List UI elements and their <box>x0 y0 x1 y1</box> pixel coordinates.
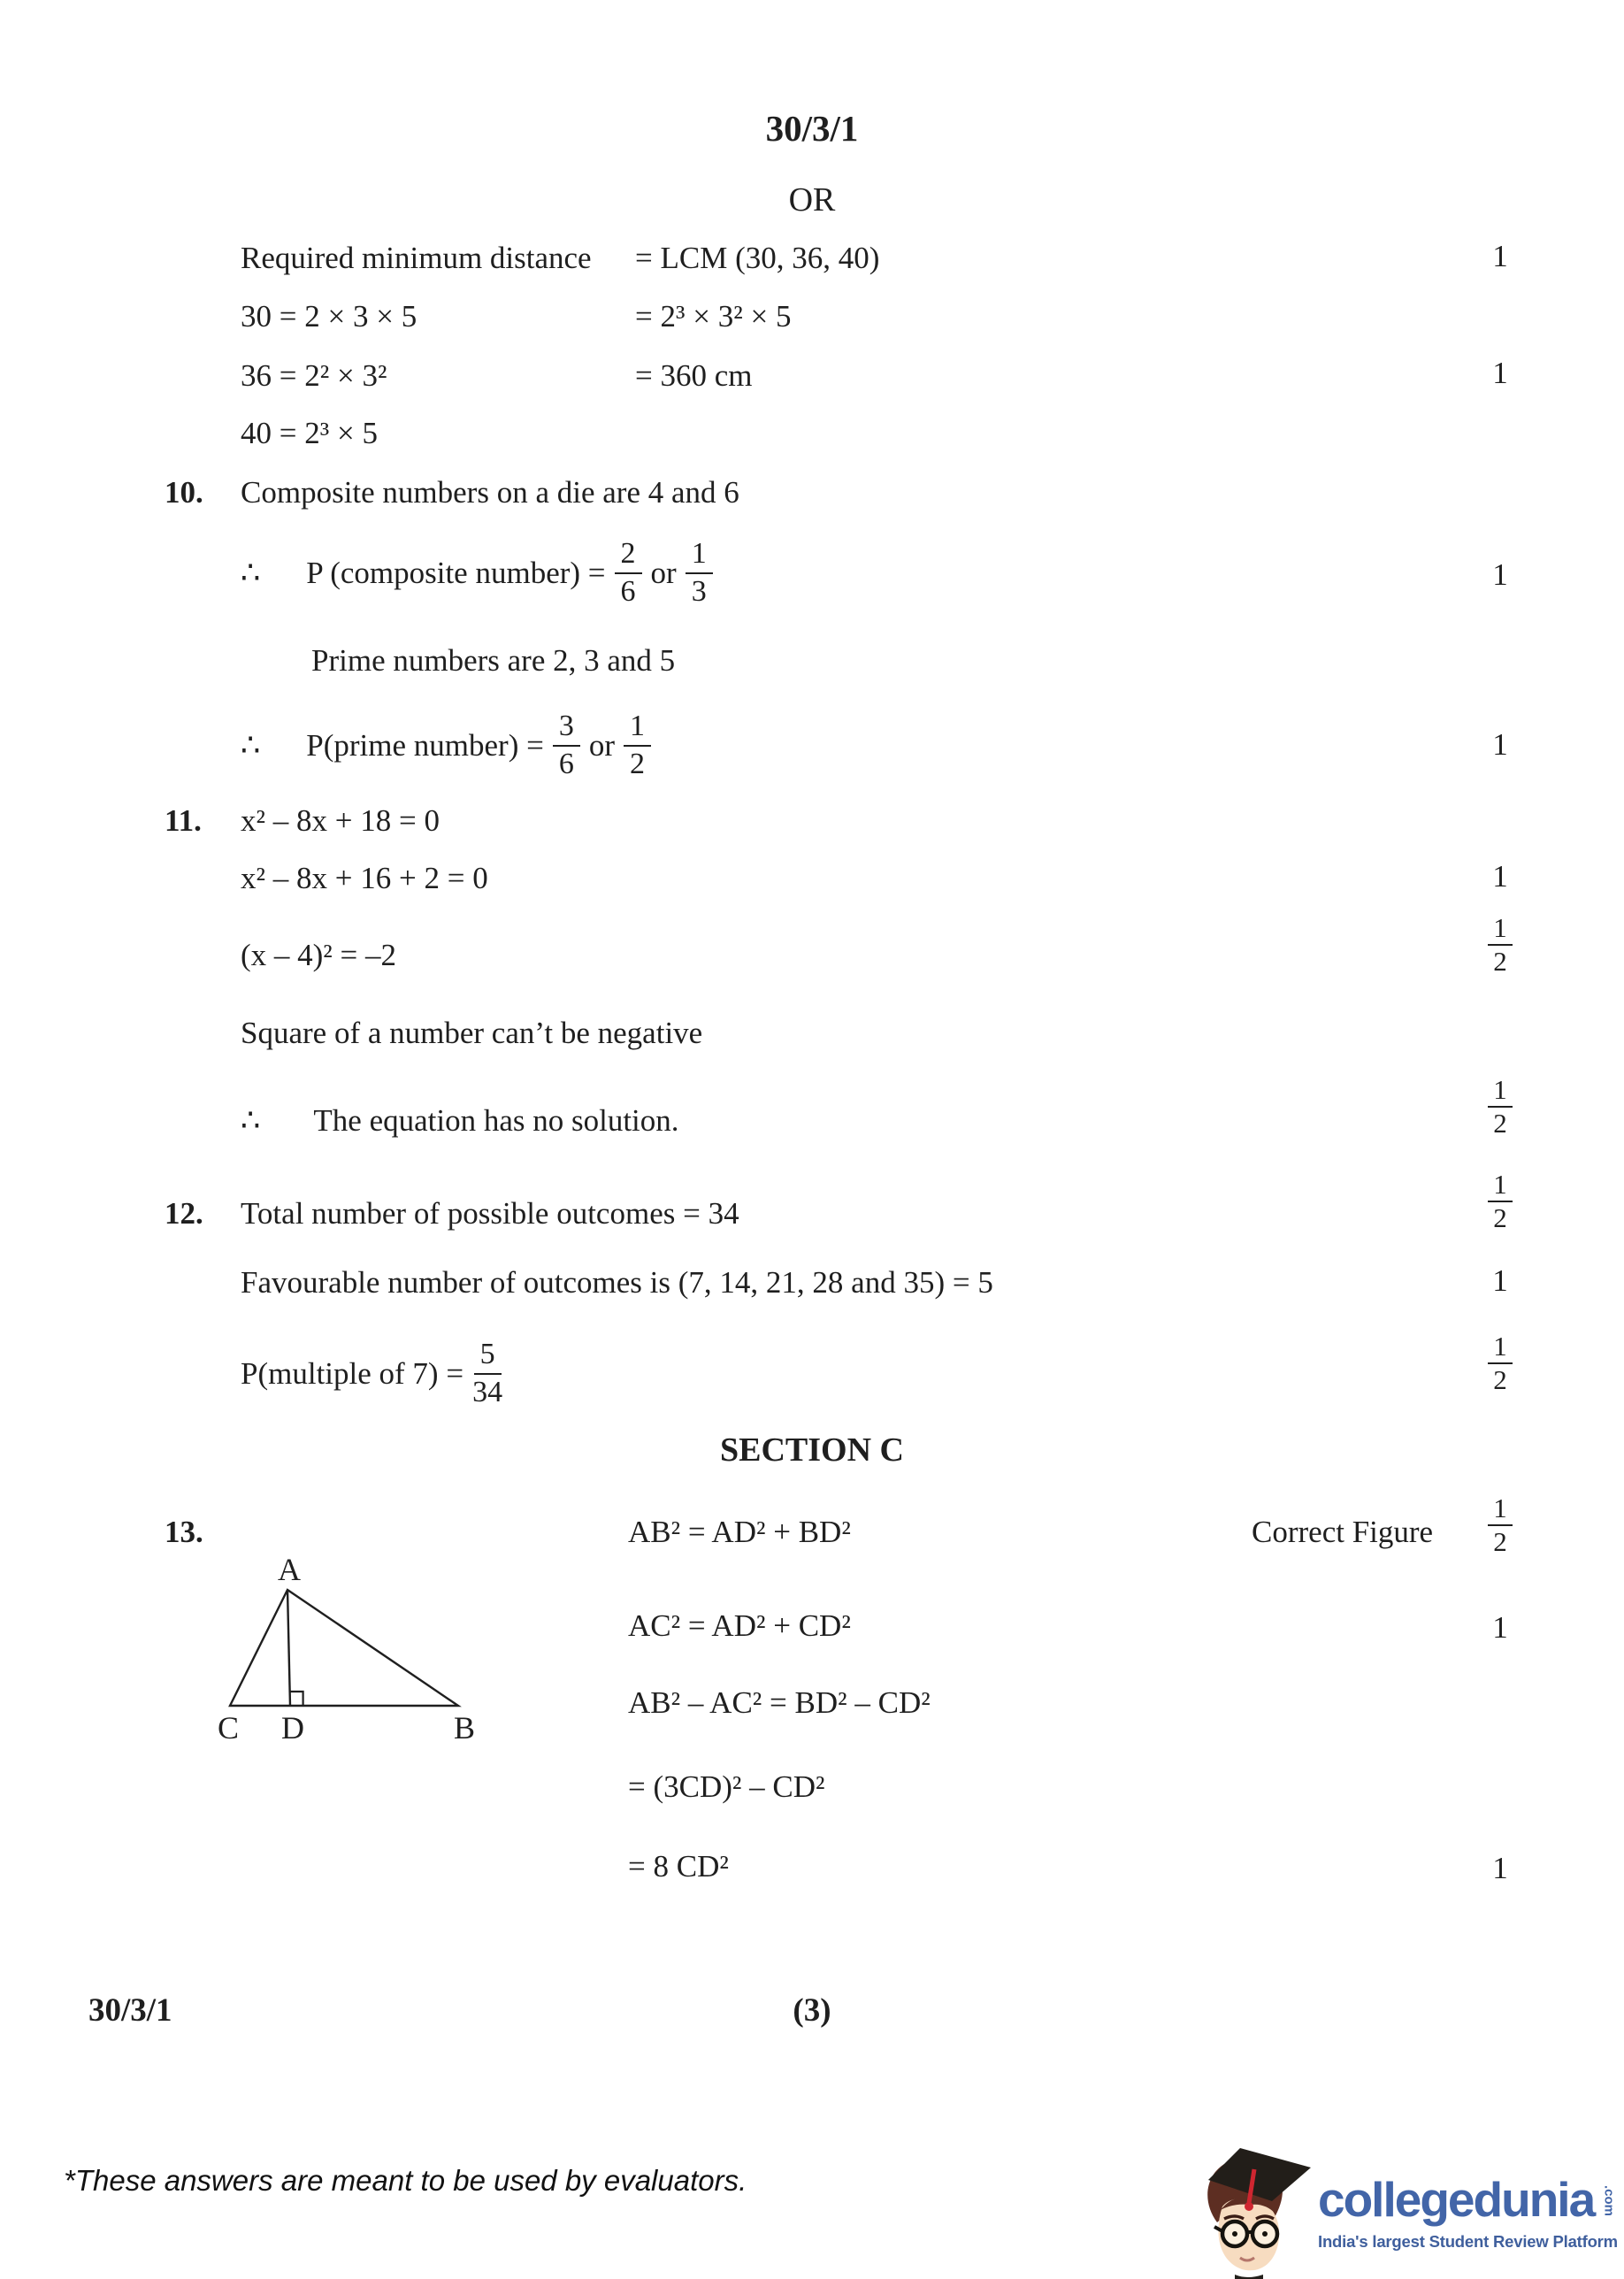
fraction-2-6: $\frac{2}{6}$ <box>615 538 642 608</box>
mark-1-p-composite: 1 <box>1492 557 1508 592</box>
therefore-symbol: ∴ <box>241 555 261 590</box>
right-eye <box>1262 2231 1268 2237</box>
q13-equation-4: = (3CD)² – CD² <box>628 1769 825 1804</box>
vertex-label-b: B <box>453 1710 476 1746</box>
mark-half-q11-eq3: 1 2 <box>1475 913 1525 977</box>
or-separator: OR <box>788 181 836 219</box>
factorisation-36: 36 = 2² × 3² <box>241 358 387 393</box>
lcm-result: = 360 cm <box>635 358 753 393</box>
factorisation-40: 40 = 2³ × 5 <box>241 416 378 450</box>
mark-1-p-prime: 1 <box>1492 727 1508 762</box>
question-number-10: 10. <box>165 475 203 510</box>
mark-1-q13-ac2: 1 <box>1492 1610 1508 1645</box>
q13-equation-3: AB² – AC² = BD² – CD² <box>628 1685 931 1720</box>
q11-conclusion-row <box>241 1103 679 1139</box>
therefore-symbol: ∴ <box>241 1103 261 1138</box>
mark-half-q12-total: 1 2 <box>1475 1170 1525 1233</box>
q11-conclusion: The equation has no solution. <box>313 1103 679 1138</box>
question-number-13: 13. <box>165 1515 203 1549</box>
mark-half-q11-conclusion: 1 2 <box>1475 1075 1525 1139</box>
mark-half-q12-prob: 1 2 <box>1475 1331 1525 1395</box>
fraction-3-6: $\frac{3}{6}$ <box>553 710 580 780</box>
fraction-1-3: $\frac{1}{3}$ <box>686 538 713 608</box>
question-number-12: 12. <box>165 1196 203 1231</box>
q11-note: Square of a number can’t be negative <box>241 1016 703 1050</box>
mark-1-q12: 1 <box>1492 1263 1508 1298</box>
tassel-tip <box>1245 2202 1253 2211</box>
vertex-label-a: A <box>278 1557 301 1587</box>
q13-equation-2: AC² = AD² + CD² <box>628 1608 851 1643</box>
left-eye <box>1232 2231 1237 2237</box>
mascot-collar <box>1235 2275 1263 2279</box>
mark-half-correct-figure: 1 2 <box>1475 1493 1525 1557</box>
mark-1-q11: 1 <box>1492 859 1508 894</box>
right-angle-mark <box>290 1692 303 1706</box>
or-word: or <box>650 555 677 590</box>
vertex-label-c: C <box>217 1710 240 1746</box>
q10-p-composite-row <box>241 526 722 619</box>
section-c-heading: SECTION C <box>720 1431 904 1469</box>
q11-equation-2: x² – 8x + 16 + 2 = 0 <box>241 861 488 895</box>
q11-equation-1: x² – 8x + 18 = 0 <box>241 803 440 838</box>
mark-1-q13-final: 1 <box>1492 1851 1508 1885</box>
collegedunia-logo-text: collegedunia <box>1318 2172 1595 2227</box>
q10-p-prime-row <box>241 699 660 792</box>
logo-dotcom-text: .com <box>1601 2185 1617 2217</box>
therefore-symbol: ∴ <box>241 727 261 763</box>
collegedunia-mascot-icon <box>1194 2145 1318 2279</box>
exam-code-header: 30/3/1 <box>765 108 859 149</box>
fraction-1-2: $\frac{1}{2}$ <box>624 710 651 780</box>
q12-favourable-outcomes: Favourable number of outcomes is (7, 14, 21, 28 and 35) = 5 <box>241 1265 993 1300</box>
triangle-outline <box>230 1590 458 1706</box>
p-composite-prefix: P (composite number) = <box>306 555 606 590</box>
lcm-prime-factors: = 2³ × 3² × 5 <box>635 299 792 334</box>
mark-1-lcm: 1 <box>1492 239 1508 273</box>
fraction-5-34: $\frac{5}{34}$ <box>472 1338 503 1408</box>
q13-equation-5: = 8 CD² <box>628 1849 729 1884</box>
p-prime-prefix: P(prime number) = <box>306 727 544 763</box>
q12-probability-row <box>241 1325 511 1423</box>
or-word: or <box>588 727 616 763</box>
triangle-figure <box>202 1557 499 1747</box>
footer-exam-code: 30/3/1 <box>88 1992 172 2029</box>
logo-tagline: India's largest Student Review Platform <box>1318 2232 1618 2251</box>
mark-1-360cm: 1 <box>1492 356 1508 390</box>
question-number-11: 11. <box>165 803 202 838</box>
lcm-equation: = LCM (30, 36, 40) <box>635 241 880 275</box>
q10-intro: Composite numbers on a die are 4 and 6 <box>241 475 739 510</box>
vertex-label-d: D <box>281 1710 304 1746</box>
factorisation-30: 30 = 2 × 3 × 5 <box>241 299 417 334</box>
evaluator-footnote: *These answers are meant to be used by evaluators. <box>64 2164 747 2197</box>
required-distance-label: Required minimum distance <box>241 241 592 275</box>
q12-total-outcomes: Total number of possible outcomes = 34 <box>241 1196 739 1231</box>
q11-equation-3: (x – 4)² = –2 <box>241 938 397 972</box>
altitude-ad <box>287 1590 290 1706</box>
p-multiple-prefix: P(multiple of 7) = <box>241 1356 464 1391</box>
q13-equation-1: AB² = AD² + BD² <box>628 1515 851 1549</box>
correct-figure-label: Correct Figure <box>1252 1515 1434 1549</box>
q10-prime-intro: Prime numbers are 2, 3 and 5 <box>311 643 676 678</box>
page-number: (3) <box>793 1992 831 2029</box>
